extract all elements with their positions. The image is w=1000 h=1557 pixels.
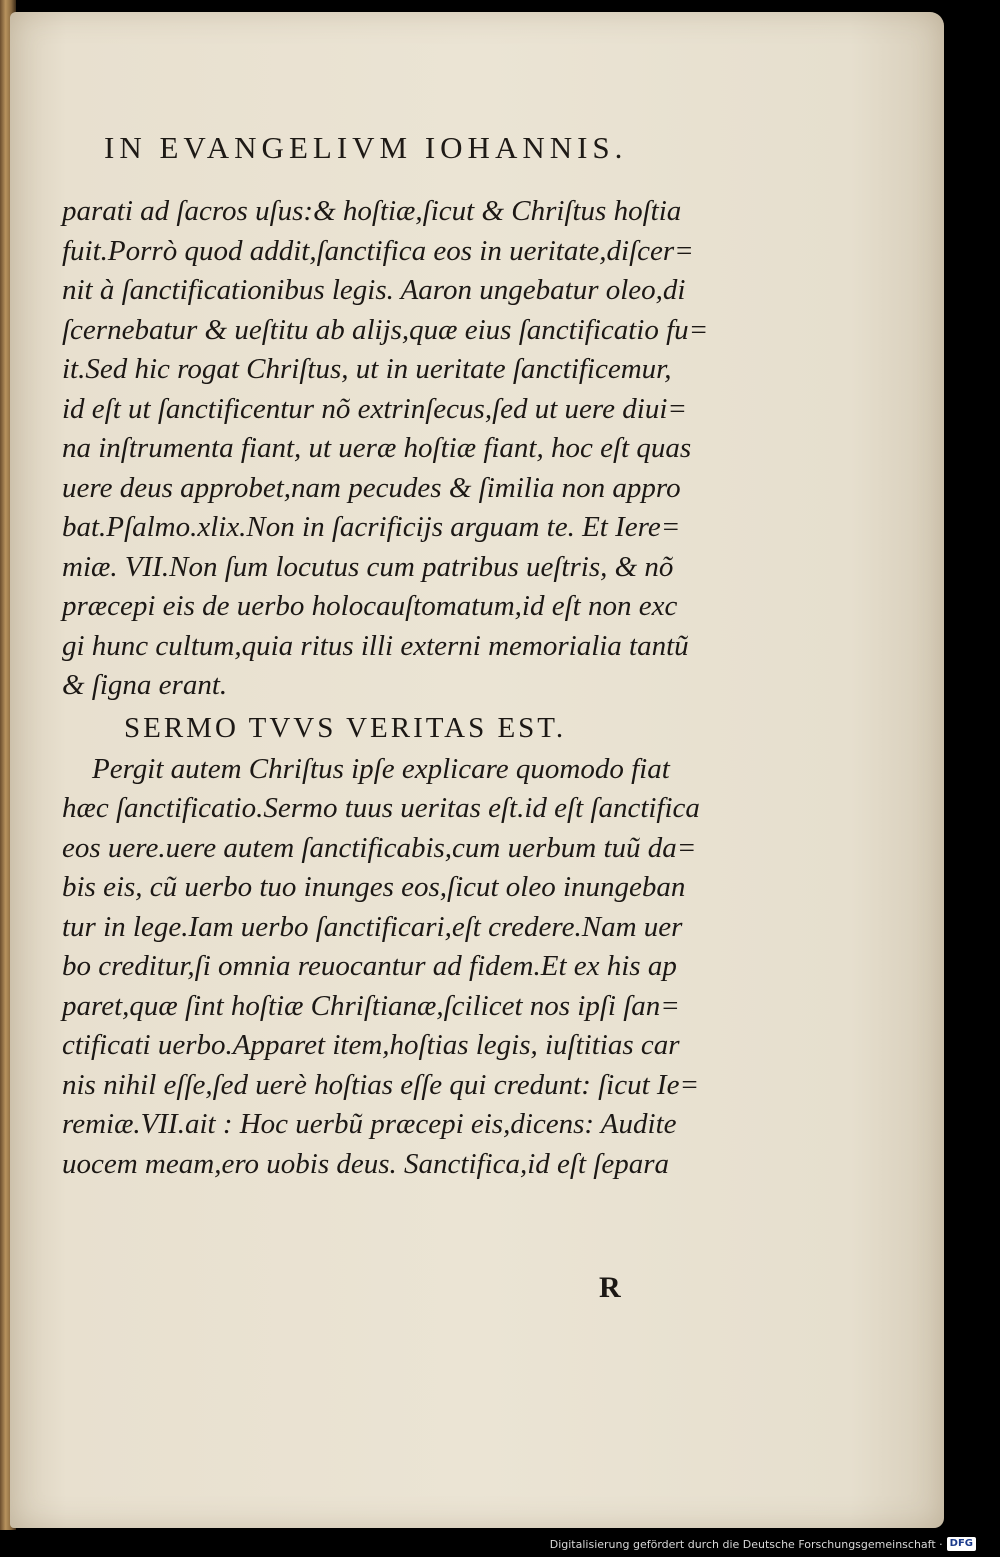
text-block: [62, 192, 762, 1184]
text-line: nis nihil eſſe,ſed uerè hoſtias eſſe qui credunt: ſicut Ie=: [62, 1068, 700, 1101]
text-line: hæc ſanctificatio.Sermo tuus ueritas eſt.id eſt ſanctifica: [62, 792, 700, 824]
text-line: remiæ.VII.ait : Hoc uerbũ præcepi eis,dicens: Audite: [62, 1108, 677, 1140]
text-line: eos uere.uere autem ſanctificabis,cum uerbum tuũ da=: [62, 831, 697, 864]
text-line: bis eis, cũ uerbo tuo inunges eos,ſicut oleo inungeban: [62, 871, 686, 903]
text-line: ſcernebatur & ueſtitu ab alijs,quæ eius ſanctificatio fu=: [62, 313, 709, 346]
credit-text: Digitalisierung gefördert durch die Deutsche Forschungsgemeinschaft ·: [549, 1537, 943, 1551]
text-line: fuit.Porrò quod addit,ſanctifica eos in ueritate,diſcer=: [62, 234, 694, 267]
digitization-credit: [550, 1537, 976, 1551]
text-line: paret,quæ ſint hoſtiæ Chriſtianæ,ſcilicet nos ipſi ſan=: [62, 989, 680, 1022]
dfg-logo-icon: DFG: [947, 1537, 976, 1551]
text-line: it.Sed hic rogat Chriſtus, ut in ueritate ſanctificemur,: [62, 353, 672, 385]
running-head: IN EVANGELIVM IOHANNIS.: [104, 130, 628, 165]
text-line: miæ. VII.Non ſum locutus cum patribus ueſtris, & nõ: [62, 550, 674, 583]
text-line: bat.Pſalmo.xlix.Non in ſacrificijs arguam te. Et Iere=: [62, 511, 681, 543]
text-line: & ſigna erant.: [62, 669, 228, 701]
text-line: uere deus approbet,nam pecudes & ſimilia non appro: [62, 471, 681, 504]
text-line: nit à ſanctificationibus legis. Aaron ungebatur oleo,di: [62, 274, 686, 306]
text-line: parati ad ſacros uſus:& hoſtiæ,ſicut & Chriſtus hoſtia: [62, 195, 682, 227]
text-line: id eſt ut ſanctificentur nõ extrinſecus,ſed ut uere diui=: [62, 392, 687, 425]
text-line: ctificati uerbo.Apparet item,hoſtias legis, iuſtitias car: [62, 1029, 680, 1061]
signature-mark: R: [599, 1271, 621, 1304]
text-line: gi hunc cultum,quia ritus illi externi memorialia tantũ: [62, 629, 689, 662]
text-line: præcepi eis de uerbo holocauſtomatum,id eſt non exc: [62, 590, 678, 622]
text-line: Pergit autem Chriſtus ipſe explicare quomodo fiat: [92, 752, 670, 785]
text-line: bo creditur,ſi omnia reuocantur ad fidem.Et ex his ap: [62, 950, 677, 982]
text-line: tur in lege.Iam uerbo ſanctificari,eſt credere.Nam uer: [62, 910, 683, 943]
book-page: [10, 12, 944, 1528]
text-line: uocem meam,ero uobis deus. Sanctifica,id eſt ſepara: [62, 1147, 670, 1180]
text-line: na inſtrumenta fiant, ut ueræ hoſtiæ fiant, hoc eſt quas: [62, 432, 692, 464]
section-heading: SERMO TVVS VERITAS EST.: [124, 711, 567, 744]
